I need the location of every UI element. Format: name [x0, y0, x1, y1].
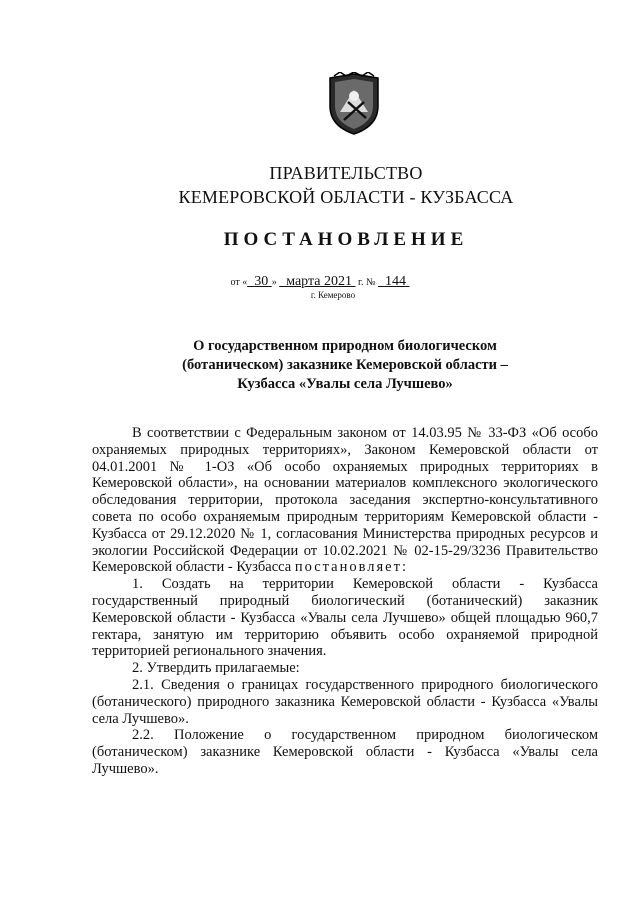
- government-name-line2: КЕМЕРОВСКОЙ ОБЛАСТИ - КУЗБАССА: [178, 187, 514, 207]
- date-month-year: марта 2021: [286, 274, 352, 289]
- item-2-1: 2.1. Сведения о границах государственного природного биологического (ботанического) природного заказника Кемеровской области - Кузбасса «Увалы села Лучшево».: [92, 676, 598, 727]
- heading-line1: О государственном природном биологическом: [193, 338, 497, 354]
- decree-heading: [165, 337, 525, 394]
- document-number: 144: [385, 274, 407, 289]
- date-day: 30: [254, 274, 269, 289]
- decree-word: постановляет:: [294, 559, 408, 576]
- number-label: №: [365, 277, 376, 288]
- decree-body: [92, 425, 598, 778]
- item-2-2: 2.2. Положение о государственном природном биологическом (ботаническом) заказнике Кемеровской области - Кузбасса «Увалы села Лучшево».: [92, 727, 598, 777]
- item-2: 2. Утвердить прилагаемые:: [132, 660, 300, 677]
- document-type-title: ПОСТАНОВЛЕНИЕ: [223, 229, 469, 250]
- date-day-close: »: [271, 277, 277, 288]
- preamble-paragraph: В соответствии с Федеральным законом от 14.03.95 № 33-ФЗ «Об особо охраняемых природных территориях», Законом Кемеровской области от 04.01.2001 № 1-ОЗ «Об особо охраняемых природных территориях в Кемеровской области», на основании материалов комплексного экологического обследования территории, протокола заседания экспертно-консультативного совета по особо охраняемым природным территориям Кемеровской области - Кузбасса от 29.12.2020 № 1, согласования Министерства природных ресурсов и экологии Российской Федерации от 10.02.2021 № 02-15-29/3236 Правительство Кемеровской области - Кузбасса постановляет:: [92, 425, 598, 576]
- coat-of-arms-emblem: [326, 72, 382, 136]
- heading-line2: (ботаническом) заказнике Кемеровской области –: [182, 357, 508, 373]
- item-1: 1. Создать на территории Кемеровской области - Кузбасса государственный природный биологический (ботанический) заказник Кемеровской области - Кузбасса «Увалы села Лучшево» общей площадью 960,7 гектара, занятую им территорию объявить особо охраняемой природной территорией регионального значения.: [92, 576, 598, 660]
- date-number-line: [0, 274, 640, 290]
- city-label: г. Кемерово: [310, 290, 356, 300]
- year-suffix: г.: [358, 277, 364, 288]
- date-from-label: от «: [230, 277, 248, 288]
- heading-line3: Кузбасса «Увалы села Лучшево»: [237, 376, 453, 392]
- government-name-line1: ПРАВИТЕЛЬСТВО: [269, 163, 423, 183]
